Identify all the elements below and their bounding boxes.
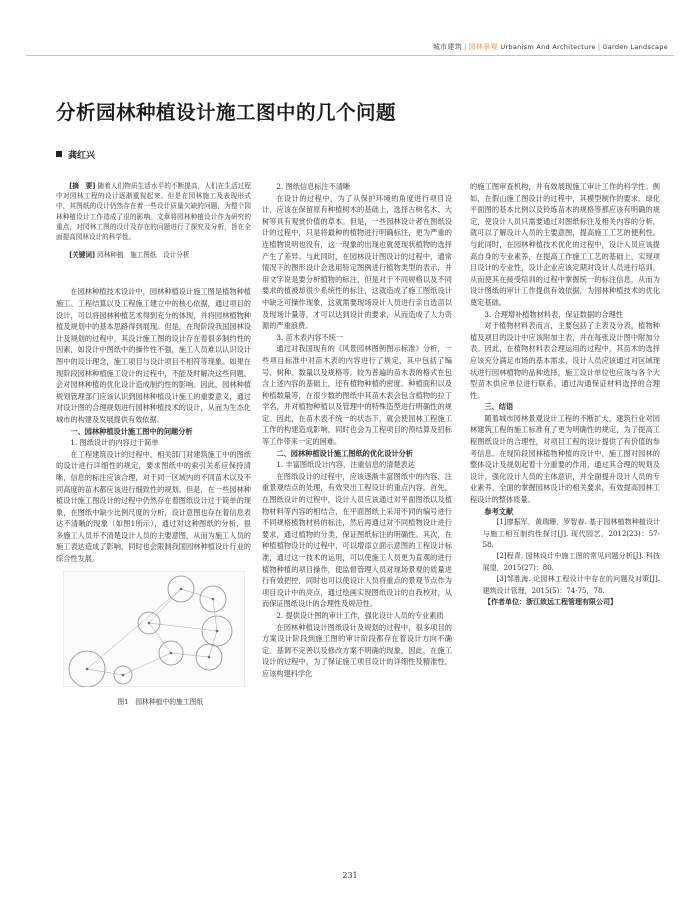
planting-drawing xyxy=(63,571,245,687)
references-title: 参考文献 xyxy=(484,506,514,516)
section-heading-2: 二、园林种植设计施工图纸的优化设计分析 xyxy=(276,448,413,458)
keywords xyxy=(56,250,251,260)
figure-planting-plan xyxy=(63,571,245,687)
running-header: 城市建筑 | 园林景观 Urbanism And Architecture | Garden Landscape xyxy=(432,43,668,51)
keywords-label: [关键词] xyxy=(69,251,95,260)
header-en-1: Urbanism And Architecture xyxy=(500,43,596,51)
subheading-2: 2. 图纸信息标注不清晰 xyxy=(276,182,351,191)
subheading-5: 2. 提供设计图的审计工作，强化设计人员的专业素质 xyxy=(276,610,444,620)
abstract-label: [摘 要] xyxy=(69,182,96,190)
column-3 xyxy=(470,181,660,609)
reference-item: [2]程青. 园林设计中施工图的常见问题分析[J]. 科技展望，2015(27)：80. xyxy=(482,552,660,572)
paragraph-4: 在图纸设计的过程中，应该逐渐丰富图纸中的内容，注重景观结点的处理，有效突出工程设计的重点内容。首先，在图纸设计的过程中，设计人员应该通过对平面图纸以及植物材料等内容的相结合，在平面图纸上采用不同的编号进行不同规格植物材料的标注，然后再通过对不同植物设计进行要求，通过植物的分类，保证图纸标注的明确性。其次，在种植植物设计的过程中，可以增添立面示意图的工程设计标准，通过这一技术的运用，可以使施工人员更为直观的进行植物种植的项目操作，使监督管理人员对现场景观的质量进行有效把控，同时也可以使设计人员将重点的景观节点作为项目设计中的亮点，通过绘画实现图纸设计的自我校对，从而保证图纸设计的合理性及规范性。 xyxy=(262,471,452,609)
intro-paragraph: 在园林种植技术设计中，园林种植设计施工图是植物种植施工、工程结算以及工程施工建立中的核心依据，通过项目的设计，可以将园林种植艺术得到充分的体现，并将园林植物种植及规划中的基本思路得到展现。但是，在现阶段我国园林设计及规划的过程中，其设计施工图的设计存在着很多制约性的因素，如设计中图纸中的操作性不强，施工人员难以认识设计图中的设计理念，施工项目与设计项目不相符等现象。如果在现阶段园林种植施工设计的过程中，不能及时解决这些问题，会对园林种植的优化设计造成制约性的影响。因此，园林种植规划管理部门应该认识到园林种植设计施工的重要意义，通过对设计图的合理规划进行园林种植技术的设计，从而为生态化城市的构建及发展提供有效依据。 xyxy=(56,287,251,424)
header-tag: 园林景观 xyxy=(468,43,498,51)
paragraph-3: 通过对我国现有的《风景园林图例图示标准》分析，一些项目标准中对苗木表的内容进行了规定，其中包括了编号、树种、数量以及规格等。较为普遍的苗木表的格式在包含上述内容的基础上，还有植物种植的密度、种植面积以及种植数量等，在很少数的图纸中其苗木表会包含植物的拉丁学名，并对植物种植以及管理中的特殊造型进行明确性的规定。因此，在苗木表不统一的状态下，就会使园林工程施工工作的构建造成影响，同时也会为工程项目的预结算及招标等工作带来一定的困难。 xyxy=(262,344,452,447)
author-name: 龚红兴 xyxy=(68,151,96,161)
keywords-text: 园林种植 施工图纸 设计分析 xyxy=(97,251,190,260)
section-heading-3: 三、结语 xyxy=(484,402,514,412)
paragraph-7: 随着城市园林景观设计工程的不断扩大，建筑行业对园林建筑工程的施工标准有了更为明确性的规定，为了提高工程图纸设计的合理性，对项目工程的设计提供了有价值的参考信息。在现阶段园林植物种植的设计中，施工图对园林的整体设计及规划起着十分重要的作用，通过其合理的规划及设计，强化设计人员的主体意识，并全面提升设计人员的专业素养，全面的掌握园林设计的相关要求，有效提高园林工程设计的整体质量。 xyxy=(470,413,660,505)
paragraph-5-continued: 的施工图审查机构，并有效展现施工审计工作的科学性。例如，在假山施工图设计的过程中，其模型制作的要求、绿化平面图的基本比例以及铃炼苗木的规格等都应该有明确的规定，使设计人员只需要通过对图纸标注及相关内容的分析，就可以了解设计人员的主要意图，提高施工工艺的便利性。与此同时，在园林种植技术优化的过程中，设计人员应该提高自身的专业素养，在提高工作施工工艺的基础上，实现项目设计的专业性，设计企业应该定期对设计人员进行培训，从而使其在接受培训的过程中掌握统一的标注信息，从而为设计图纸的审计工作提供有效依据，为园林种植技术的优化奠定基础。 xyxy=(470,182,660,307)
author-bullet-icon xyxy=(56,151,62,157)
column-1 xyxy=(56,181,251,708)
subheading-6: 3. 合理增补植物材料表，保证数据的合理性 xyxy=(484,309,623,319)
paragraph-5: 在园林种植设计图纸设计及规划的过程中，很多项目的方案设计阶段到施工图的审计阶段都存在着设计方向不确定、基调不完善以及修改方案不明确的现象，因此，在施工设计的过程中，为了保证施工项目设计的详细性及精准性，应该构建科学化 xyxy=(262,622,452,678)
section-heading-1: 一、园林种植设计施工图中的问题分析 xyxy=(70,426,193,436)
author xyxy=(56,148,95,161)
subheading-1: 1. 图纸设计的内容过于简单 xyxy=(70,438,159,448)
header-rule xyxy=(26,55,674,56)
figure-caption: 图1 园林种植中的施工图纸 xyxy=(117,697,204,706)
paragraph-2: 在设计的过程中，为了从保护环境的角度进行项目设计，应该在保留原有种植树木的基础上，选择古树名木、大树等具有观赏价值的草本。但是，一些园林设计者在图纸设计的过程中，只是将最种的植物进行明确标注，更为严重的连植物说明也没有，这一现象的出现也就使现状植物的选择产生了差异。与此同时，在园林设计图设计的过程中，通常情况下的图形设计会选用特定图例进行植物类型的表示，并用文字说是要分析植物的标注，但是对于不同规格以及不同要求的植被却很少系统性的标注，这就造成了施工图纸设计中缺乏可操作现象，这就需要现场设计人员进行亲自选苗以及现场计量等，才可以达到设计的要求，从而造成了人力资源的严重浪费。 xyxy=(262,193,452,331)
header-section: 城市建筑 xyxy=(432,43,462,51)
column-2 xyxy=(262,181,452,680)
page-number: 231 xyxy=(342,871,358,880)
header-en-2: Garden Landscape xyxy=(602,43,668,51)
reference-item: [3]邹胜海. 论园林工程设计中存在的问题及对策[J]. 建筑设计管理，2015(5)：74-75，78. xyxy=(482,575,660,595)
article-title: 分析园林种植设计施工图中的几个问题 xyxy=(56,101,397,124)
paragraph-1: 在工程建筑设计的过程中，相关部门对建筑施工中的图纸的设计进行详细性的规定，要求图纸中的索引关系应保持清晰，信息的标注应该合理，对于同一区域内的不同苗木以及不同高度的苗木都应该进行细致性的规划。但是，在一些园林种植设计施工图设计的过程中仍然存在着图纸设计过于简单的现象，在图纸中缺少比例尺度的分析，设计意图也存在着信息表达不清晰的现象（如图1所示），通过对这种图纸的分析，很多施工人员并不清楚设计人员的主要意图，从而为施工人员的施工表达造成了影响，同时也会限制我国园林种植设计行业的综合性发展。 xyxy=(56,449,251,564)
reference-item: [1]廖振军，黄瑞珊，罗智春. 基于园林植物种植设计与施工相互制约性探讨[J]. 现代园艺，2012(23)：57-58. xyxy=(482,518,660,550)
subheading-3: 3. 苗木表内容不统一 xyxy=(276,332,344,342)
paragraph-6: 对于植物材料表而言，主要包括了主表及分表，植物种植及项目的设计中应该附加主表，并在每张设计图中附加分表。因此，在植物材料表合理运用的过程中，其苗木的选择应该充分满足市场的基本需求，设计人员应该通过对区域现状进行园林植物的品种选择，施工设计单位也应该与各个大型苗木供应单位进行联系，通过沟通保证材料选择的合理性。 xyxy=(470,321,660,400)
abstract xyxy=(56,181,251,242)
author-affiliation: 【作者单位：浙江致远工程管理有限公司】 xyxy=(484,598,617,607)
abstract-text: 随着人们物质生活水平的不断提高，人们在生活过程中对园林工程的设计逐渐重视起来。但是在园林施工及表现形式中，其图纸的设计仍然存在着一些设计质量欠缺的问题，为整个园林种植设计工作造成了很的影响。文章将园林种植设计作为研究的重点，对园林工图的设计及存在的问题进行了探究及分析，旨在全面提高园林设计的科学性。 xyxy=(56,182,251,242)
subheading-4: 1. 丰富图纸设计内容，注重信息的清楚表达 xyxy=(276,460,415,470)
